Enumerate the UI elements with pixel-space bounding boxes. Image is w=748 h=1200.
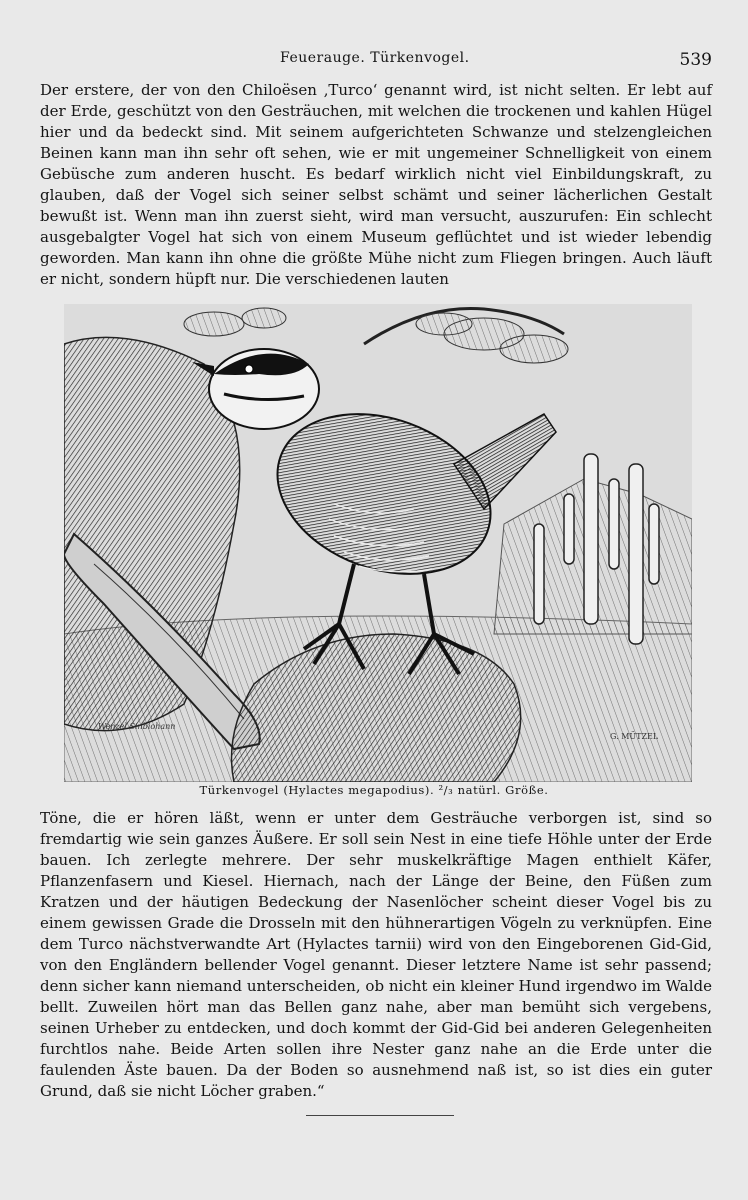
end-divider: [306, 1115, 454, 1116]
artist-signature-right: G. MÜTZEL: [610, 732, 659, 741]
figure-caption: Türkenvogel (Hylactes megapodius). ²/₃ natürl. Größe.: [199, 783, 549, 797]
paragraph-1: Der erstere, der von den Chiloësen ‚Turco‘ genannt wird, ist nicht selten. Er lebt auf der Erde, geschützt von den Gesträuchen, mit welchen die trockenen und kahlen Hügel hier und da bedeckt sind. Mit seinem aufgerichteten Schwanze und stelzengleichen Beinen kann man ihn sehr oft sehen, wie er mit ungemeiner Schnelligkeit von einem Gebüsche zum anderen huscht. Es bedarf wirklich nicht viel Einbildungskraft, zu glauben, daß der Vogel sich seiner selbst schämt und seiner lächerlichen Gestalt bewußt ist. Wenn man ihn zuerst sieht, wird man versucht, auszurufen: Ein schlecht ausgebalgter Vogel hat sich von einem Museum geflüchtet und ist wieder lebendig geworden. Man kann ihn ohne die größte Mühe nicht zum Fliegen bringen. Auch läuft er nicht, sondern hüpft nur. Die verschiedenen lauten: [40, 81, 712, 288]
paragraph-2: Töne, die er hören läßt, wenn er unter dem Gesträuche verborgen ist, sind so fremdartig wie sein ganzes Äußere. Er soll sein Nest in eine tiefe Höhle unter der Erde bauen. Ich zerlegte mehrere. Der sehr muskelkräftige Magen enthielt Käfer, Pflanzenfasern und Kiesel. Hiernach, nach der Länge der Beine, den Füßen zum Kratzen und der häutigen Bedeckung der Nasenlöcher scheint dieser Vogel bis zu einem gewissen Grade die Drosseln mit den hühnerartigen Vögeln zu verknüpfen. Eine dem Turco nächstverwandte Art (Hylactes tarnii) wird von den Eingeborenen Gid-Gid, von den Engländern bellender Vogel genannt. Dieser letztere Name ist sehr passend; denn sicher kann niemand unterscheiden, ob nicht ein kleiner Hund irgendwo im Walde bellt. Zuweilen hört man das Bellen ganz nahe, aber man bemüht sich vergebens, seinen Urheber zu entdecken, und doch kommt der Gid-Gid bei anderen Gelegenheiten furchtlos nahe. Beide Arten sollen ihre Nester ganz nahe an die Erde unter die faulenden Äste bauen. Da der Boden so ausnehmend naß ist, so ist dies ein guter Grund, daß sie nicht Löcher graben.“: [40, 809, 712, 1100]
bird-illustration: [64, 304, 692, 782]
page-number: 539: [679, 50, 712, 70]
engraver-signature-left: Wenzel Sinbiohann: [98, 722, 176, 731]
running-head: Feuerauge. Türkenvogel.: [280, 50, 470, 66]
